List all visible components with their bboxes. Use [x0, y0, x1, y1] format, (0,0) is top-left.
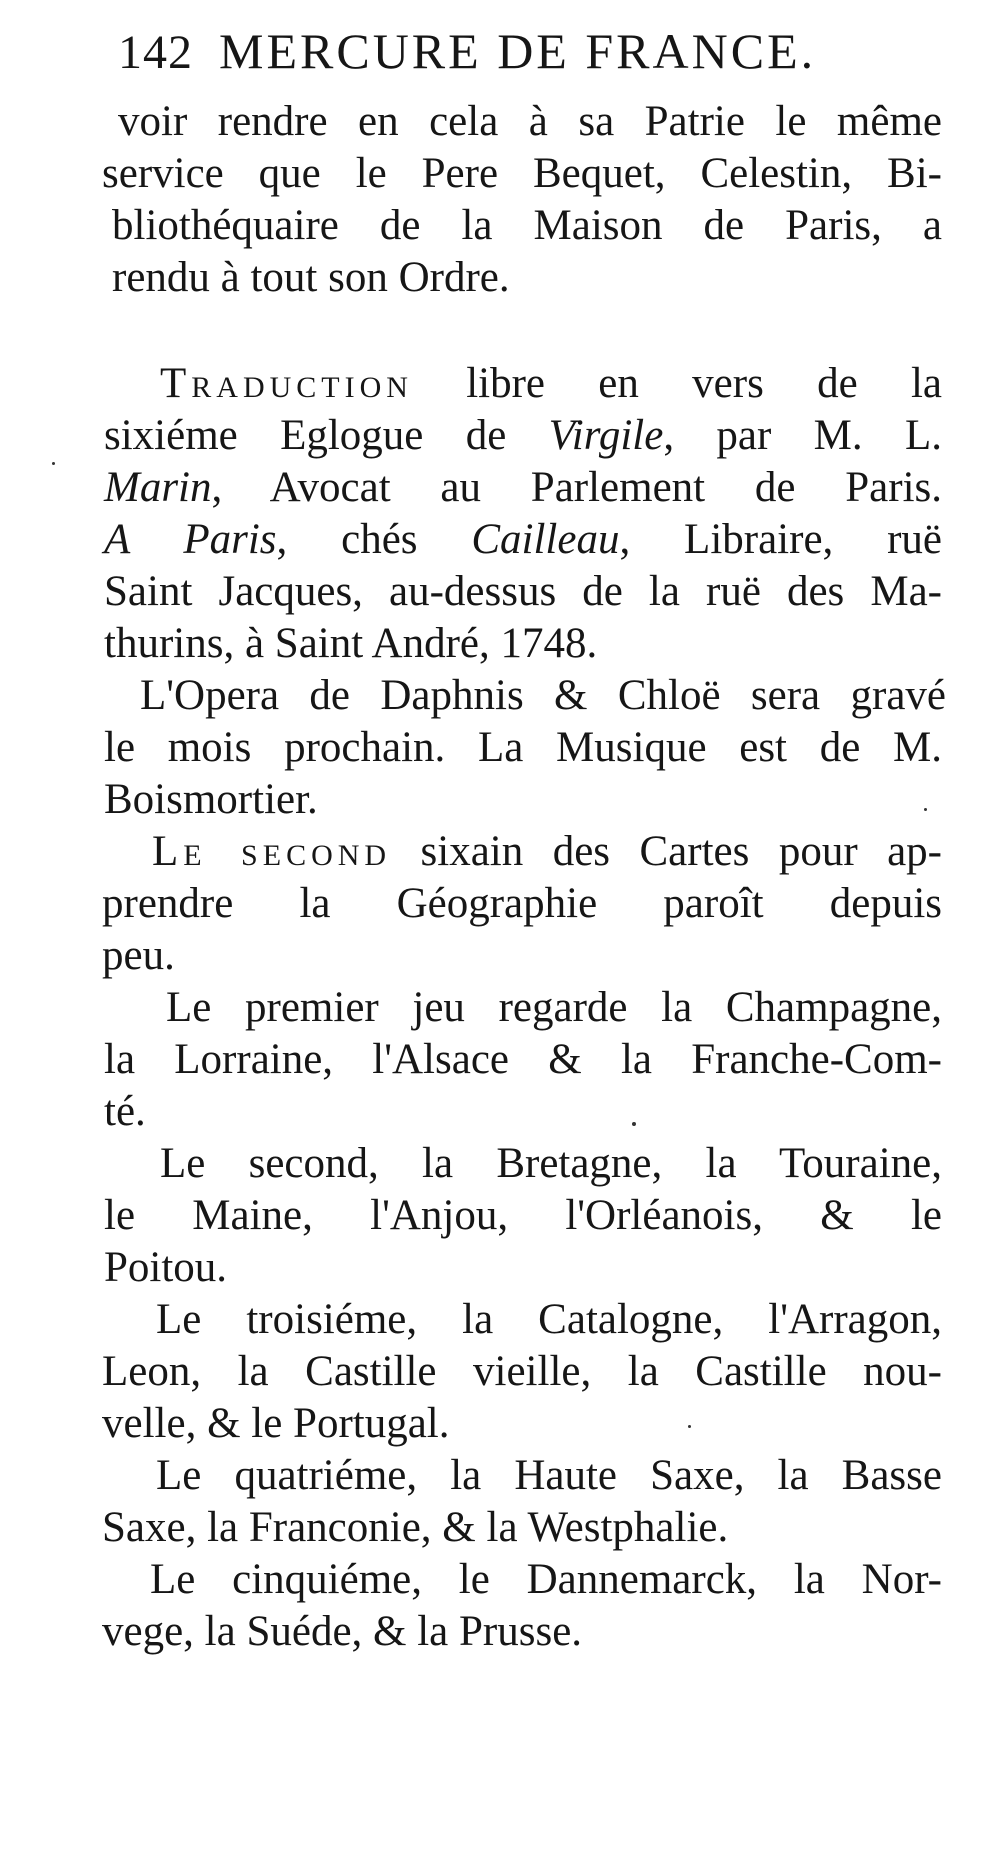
ink-speck	[924, 808, 927, 811]
text-line	[102, 1350, 942, 1393]
text-segment: le Maine, l'Anjou, l'Orléanois, & le	[104, 1192, 942, 1239]
text-line	[104, 570, 942, 613]
page-number: 142	[118, 26, 193, 79]
text-segment: té.	[104, 1088, 146, 1135]
text-segment: peu.	[102, 932, 175, 979]
italic-text: Cailleau	[471, 516, 620, 563]
text-segment: L'Opera de Daphnis & Chloë sera gravé	[140, 672, 946, 719]
text-line	[104, 518, 942, 561]
text-segment: libre en vers de la	[412, 360, 942, 407]
text-segment: Le quatriéme, la Haute Saxe, la Basse	[156, 1452, 942, 1499]
ink-speck	[52, 462, 55, 465]
text-segment: Boismortier.	[104, 776, 318, 823]
text-segment: voir rendre en cela à sa Patrie le même	[118, 98, 942, 145]
text-line	[102, 1506, 942, 1549]
text-segment: Saxe, la Franconie, & la Westphalie.	[102, 1504, 729, 1551]
text-line	[166, 986, 942, 1029]
text-segment: , Libraire, ruë	[619, 516, 943, 563]
text-line	[152, 830, 942, 873]
text-segment: Le cinquiéme, le Dannemarck, la Nor-	[150, 1556, 942, 1603]
text-line	[104, 1038, 942, 1081]
text-segment: Poitou.	[104, 1244, 228, 1291]
italic-text: Marin	[104, 464, 212, 511]
ink-speck	[688, 1425, 691, 1428]
text-line	[104, 778, 942, 821]
text-segment: vege, la Suéde, & la Prusse.	[102, 1608, 583, 1655]
ink-speck	[632, 1122, 636, 1126]
text-line	[104, 726, 942, 769]
text-segment: bliothéquaire de la Maison de Paris, a	[112, 202, 942, 249]
text-segment: la Lorraine, l'Alsace & la Franche-Com-	[104, 1036, 942, 1083]
text-segment: Le troisiéme, la Catalogne, l'Arragon,	[156, 1296, 942, 1343]
italic-text: Virgile	[548, 412, 664, 459]
text-segment: Leon, la Castille vieille, la Castille nou-	[102, 1348, 942, 1395]
text-line	[118, 100, 942, 143]
small-caps-heading: Traduction	[160, 360, 413, 407]
text-segment: , chés	[276, 516, 472, 563]
text-line	[112, 204, 942, 247]
text-segment: Le second, la Bretagne, la Touraine,	[160, 1140, 942, 1187]
text-line	[104, 622, 942, 665]
text-line	[104, 1194, 942, 1237]
text-line	[112, 256, 942, 299]
text-line	[102, 934, 942, 977]
text-segment: Saint Jacques, au-dessus de la ruë des Ma-	[104, 568, 942, 615]
text-segment: rendu à tout son Ordre.	[112, 254, 510, 301]
text-segment: prendre la Géographie paroît depuis	[102, 880, 942, 927]
text-line	[104, 466, 942, 509]
text-line	[156, 1298, 942, 1341]
text-segment: thurins, à Saint André, 1748.	[104, 620, 598, 667]
text-line	[104, 414, 942, 457]
text-line	[140, 674, 946, 717]
text-segment: le mois prochain. La Musique est de M.	[104, 724, 942, 771]
small-caps-heading: Le second	[152, 828, 392, 875]
text-line	[102, 882, 942, 925]
text-line	[160, 362, 942, 405]
italic-text: A Paris	[104, 516, 277, 563]
page-header	[118, 22, 918, 92]
text-segment: sixain des Cartes pour ap-	[391, 828, 943, 875]
text-line	[104, 1246, 942, 1289]
text-line	[156, 1454, 942, 1497]
text-segment: , Avocat au Parlement de Paris.	[211, 464, 942, 511]
text-line	[102, 1610, 942, 1653]
text-line	[104, 1090, 942, 1133]
text-line	[160, 1142, 942, 1185]
text-segment: sixiéme Eglogue de	[104, 412, 549, 459]
text-segment: Le premier jeu regarde la Champagne,	[166, 984, 942, 1031]
text-segment: service que le Pere Bequet, Celestin, Bi-	[102, 150, 942, 197]
text-segment: , par M. L.	[663, 412, 942, 459]
text-line	[102, 152, 942, 195]
running-title: MERCURE DE FRANCE.	[219, 23, 817, 79]
text-segment: velle, & le Portugal.	[102, 1400, 450, 1447]
text-line	[102, 1402, 942, 1445]
text-line	[150, 1558, 942, 1601]
